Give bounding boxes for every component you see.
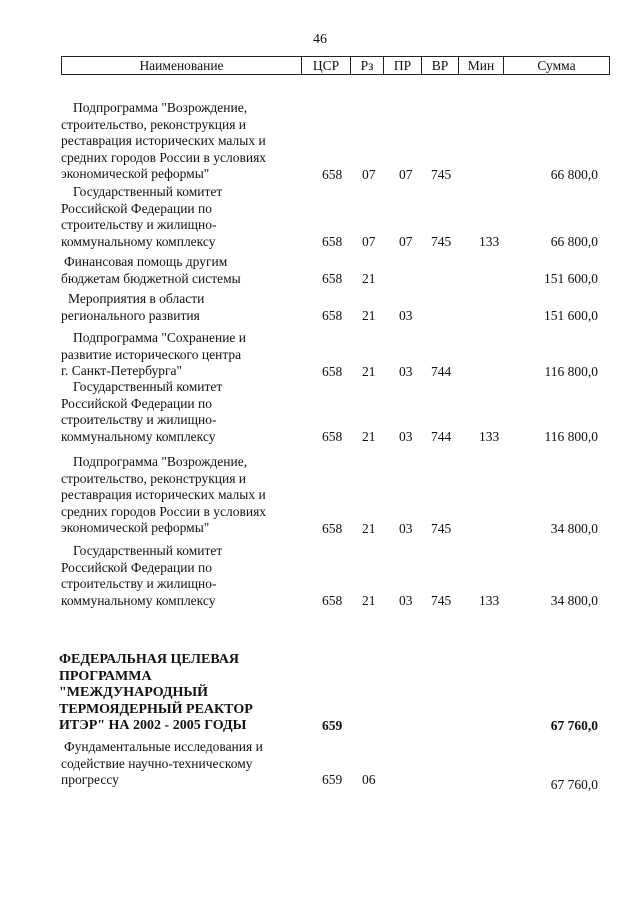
row-rz: 06 (362, 772, 376, 787)
row-sum: 66 800,0 (550, 234, 598, 249)
row-csr: 658 (322, 271, 343, 286)
row-name: Финансовая помощь другим бюджетам бюджетной системы (61, 254, 241, 286)
row-min: 133 (479, 234, 500, 249)
header-rz: Рз (351, 57, 384, 75)
header-min: Мин (459, 57, 504, 75)
row-vr: 744 (431, 429, 452, 444)
row-sum: 66 800,0 (550, 167, 598, 182)
row-name: Государственный комитет Российской Федерации по строительству и жилищно- коммунальному комплексу (61, 379, 223, 444)
row-sum: 116 800,0 (544, 429, 598, 444)
row-rz: 07 (362, 167, 376, 182)
row-sum: 34 800,0 (550, 593, 598, 608)
row-name: Подпрограмма "Возрождение, строительство, реконструкция и реставрация исторических малых и средних городов России в условиях экономической реформы" (61, 100, 267, 181)
row-name: Фундаментальные исследования и содействие научно-техническому прогрессу (61, 739, 263, 787)
header-vr: ВР (422, 57, 459, 75)
row-min: 133 (479, 593, 500, 608)
row-csr: 658 (322, 521, 343, 536)
header-csr: ЦСР (302, 57, 351, 75)
row-name: Подпрограмма "Возрождение, строительство, реконструкция и реставрация исторических малых и средних городов России в условиях экономической реформы" (61, 454, 267, 535)
row-sum: 151 600,0 (544, 271, 598, 286)
header-pr: ПР (384, 57, 422, 75)
row-vr: 744 (431, 364, 452, 379)
row-csr: 658 (322, 234, 343, 249)
row-pr: 03 (399, 521, 413, 536)
row-vr: 745 (431, 234, 452, 249)
row-pr: 03 (399, 593, 413, 608)
row-pr: 03 (399, 429, 413, 444)
row-pr: 03 (399, 308, 413, 323)
row-vr: 745 (431, 593, 452, 608)
row-rz: 21 (362, 271, 376, 286)
row-rz: 21 (362, 429, 376, 444)
row-rz: 21 (362, 364, 376, 379)
row-rz: 21 (362, 521, 376, 536)
row-pr: 03 (399, 364, 413, 379)
row-vr: 745 (431, 167, 452, 182)
row-csr: 658 (322, 308, 343, 323)
row-name: Мероприятия в области регионального развития (61, 291, 205, 323)
row-csr: 658 (322, 364, 343, 379)
row-csr: 659 (322, 772, 343, 787)
row-csr: 658 (322, 167, 343, 182)
row-rz: 21 (362, 593, 376, 608)
row-name: Подпрограмма "Сохранение и развитие исторического центра г. Санкт-Петербурга" (61, 330, 247, 378)
row-sum: 34 800,0 (550, 521, 598, 536)
row-pr: 07 (399, 234, 413, 249)
row-rz: 21 (362, 308, 376, 323)
row-sum: 67 760,0 (550, 718, 598, 733)
page-number: 46 (313, 32, 327, 47)
row-name: ФЕДЕРАЛЬНАЯ ЦЕЛЕВАЯ ПРОГРАММА "МЕЖДУНАРОДНЫЙ ТЕРМОЯДЕРНЫЙ РЕАКТОР ИТЭР" НА 2002 - 2005 ГОДЫ (59, 652, 253, 733)
row-csr: 658 (322, 429, 343, 444)
row-sum: 116 800,0 (544, 364, 598, 379)
row-name: Государственный комитет Российской Федерации по строительству и жилищно- коммунальному комплексу (61, 543, 223, 608)
header-sum: Сумма (504, 57, 610, 75)
row-name: Государственный комитет Российской Федерации по строительству и жилищно- коммунальному комплексу (61, 184, 223, 249)
row-csr: 659 (322, 718, 343, 733)
row-csr: 658 (322, 593, 343, 608)
row-rz: 07 (362, 234, 376, 249)
header-name: Наименование (62, 57, 302, 75)
row-sum: 67 760,0 (550, 777, 598, 792)
row-min: 133 (479, 429, 500, 444)
row-pr: 07 (399, 167, 413, 182)
row-sum: 151 600,0 (544, 308, 598, 323)
row-vr: 745 (431, 521, 452, 536)
